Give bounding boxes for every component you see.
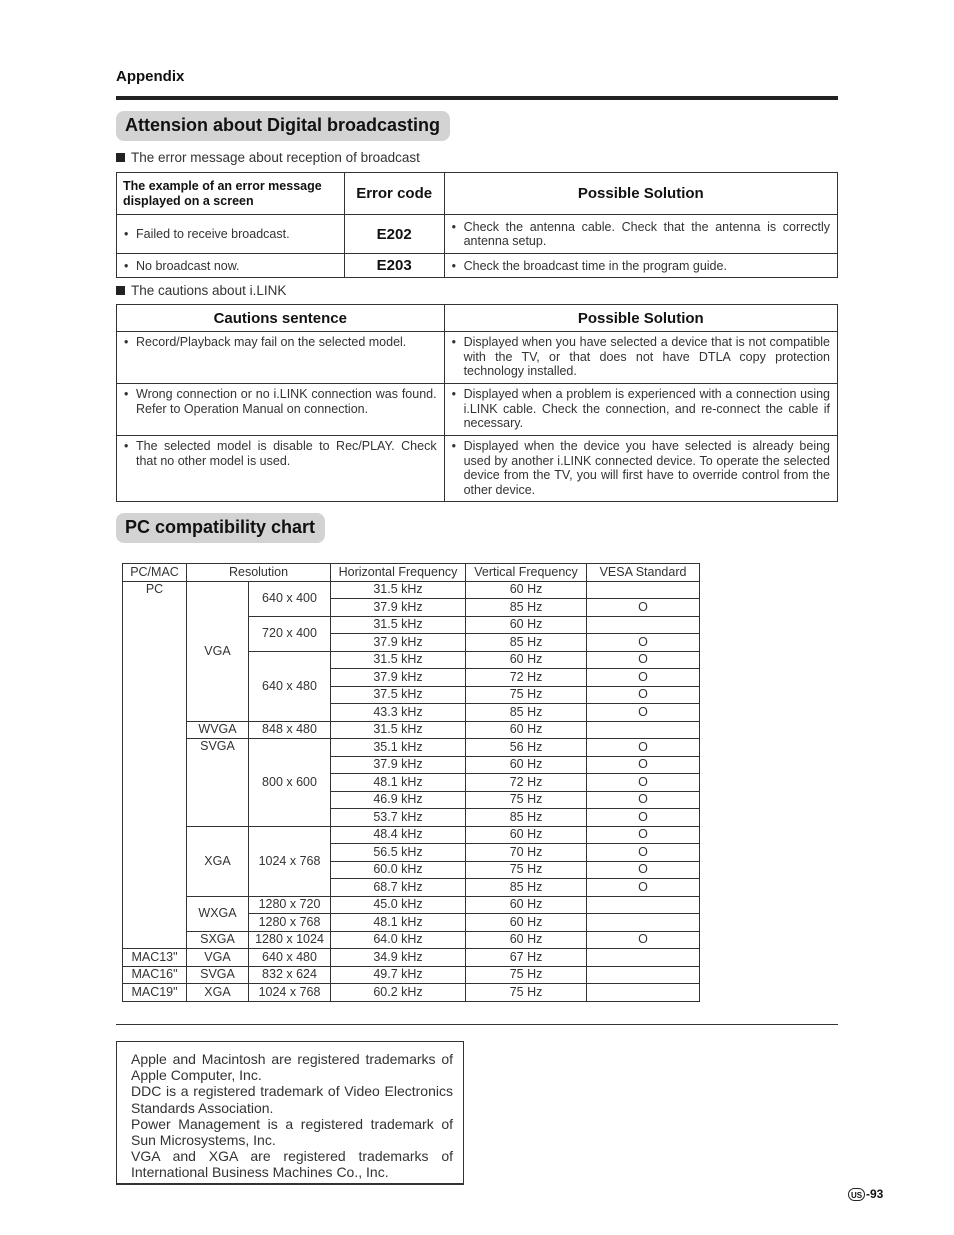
h-freq-cell: 37.9 kHz (331, 756, 466, 774)
table-row (123, 966, 700, 984)
h-freq-cell: 60.0 kHz (331, 861, 466, 879)
column-header: Horizontal Frequency (331, 564, 466, 582)
vesa-cell: O (587, 826, 700, 844)
group-cell: MAC16" (123, 966, 187, 984)
v-freq-cell: 85 Hz (466, 599, 587, 617)
resolution-cell: 720 x 400 (249, 616, 331, 651)
table-row (123, 826, 700, 844)
v-freq-cell: 72 Hz (466, 774, 587, 792)
column-header: Possible Solution (444, 305, 837, 332)
vesa-cell (587, 949, 700, 967)
group-cell: MAC13" (123, 949, 187, 967)
error-code-cell: E202 (344, 215, 444, 254)
v-freq-cell: 85 Hz (466, 879, 587, 897)
vesa-cell (587, 966, 700, 984)
vesa-cell: O (587, 686, 700, 704)
vesa-cell (587, 984, 700, 1002)
resolution-cell: 832 x 624 (249, 966, 331, 984)
error-message-cell: • Failed to receive broadcast. (117, 215, 345, 254)
solution-cell: • Check the antenna cable. Check that the antenna is correctly antenna setup. (444, 215, 837, 254)
v-freq-cell: 75 Hz (466, 861, 587, 879)
solution-cell: • Displayed when a problem is experienced with a connection using i.LINK cable. Check the connection, and re-connect the cable if necessary. (444, 384, 837, 436)
group-cell: VGA (187, 581, 249, 721)
group-cell: XGA (187, 826, 249, 896)
table-row (117, 254, 838, 278)
v-freq-cell: 72 Hz (466, 669, 587, 687)
h-freq-cell: 37.5 kHz (331, 686, 466, 704)
vesa-cell: O (587, 879, 700, 897)
v-freq-cell: 60 Hz (466, 581, 587, 599)
error-caption-text: The error message about reception of broadcast (131, 150, 420, 165)
table-row (123, 984, 700, 1002)
section-heading: Appendix (116, 68, 185, 85)
ilink-cautions-table (116, 304, 838, 502)
table-header-row (117, 173, 838, 215)
resolution-cell: 640 x 480 (249, 651, 331, 721)
pc-compatibility-table (122, 563, 700, 1002)
table-header-row (117, 305, 838, 332)
v-freq-cell: 85 Hz (466, 704, 587, 722)
vesa-cell: O (587, 791, 700, 809)
error-message-cell: • No broadcast now. (117, 254, 345, 278)
v-freq-cell: 60 Hz (466, 721, 587, 739)
table-row (123, 721, 700, 739)
column-header: VESA Standard (587, 564, 700, 582)
resolution-cell: 1280 x 1024 (249, 931, 331, 949)
v-freq-cell: 75 Hz (466, 984, 587, 1002)
trademark-text: DDC is a registered trademark of Video Electronics Standards Association. (131, 1083, 453, 1116)
h-freq-cell: 56.5 kHz (331, 844, 466, 862)
column-header: Cautions sentence (117, 305, 445, 332)
vesa-cell: O (587, 651, 700, 669)
vesa-cell (587, 896, 700, 914)
vesa-cell (587, 616, 700, 634)
h-freq-cell: 37.9 kHz (331, 669, 466, 687)
square-bullet-icon (116, 153, 125, 162)
h-freq-cell: 64.0 kHz (331, 931, 466, 949)
h-freq-cell: 53.7 kHz (331, 809, 466, 827)
trademark-text: Apple and Macintosh are registered trademarks of Apple Computer, Inc. (131, 1051, 453, 1084)
h-freq-cell: 35.1 kHz (331, 739, 466, 757)
v-freq-cell: 75 Hz (466, 966, 587, 984)
vesa-cell (587, 721, 700, 739)
group-cell: WVGA (187, 721, 249, 739)
group-cell: SXGA (187, 931, 249, 949)
v-freq-cell: 60 Hz (466, 896, 587, 914)
column-header: Error code (344, 173, 444, 215)
v-freq-cell: 60 Hz (466, 914, 587, 932)
error-caption (116, 150, 420, 165)
table-row (123, 931, 700, 949)
table-header-row (123, 564, 700, 582)
resolution-cell: 800 x 600 (249, 739, 331, 827)
table-row (123, 949, 700, 967)
v-freq-cell: 85 Hz (466, 809, 587, 827)
resolution-cell: 1280 x 720 (249, 896, 331, 914)
table-row (123, 581, 700, 599)
v-freq-cell: 75 Hz (466, 791, 587, 809)
h-freq-cell: 48.4 kHz (331, 826, 466, 844)
group-cell: SVGA (187, 966, 249, 984)
table-row (123, 896, 700, 914)
trademark-notice (116, 1041, 464, 1185)
error-message-table (116, 172, 838, 278)
column-header: Resolution (187, 564, 331, 582)
h-freq-cell: 37.9 kHz (331, 599, 466, 617)
group-cell: PC (123, 581, 187, 949)
h-freq-cell: 37.9 kHz (331, 634, 466, 652)
column-header: The example of an error message displayed on a screen (117, 173, 345, 215)
table-row (117, 384, 838, 436)
table-row (123, 739, 700, 757)
pc-compatibility-title: PC compatibility chart (116, 513, 325, 543)
h-freq-cell: 68.7 kHz (331, 879, 466, 897)
h-freq-cell: 48.1 kHz (331, 914, 466, 932)
h-freq-cell: 43.3 kHz (331, 704, 466, 722)
h-freq-cell: 60.2 kHz (331, 984, 466, 1002)
h-freq-cell: 45.0 kHz (331, 896, 466, 914)
h-freq-cell: 31.5 kHz (331, 651, 466, 669)
v-freq-cell: 67 Hz (466, 949, 587, 967)
resolution-cell: 640 x 400 (249, 581, 331, 616)
table-row (117, 332, 838, 384)
resolution-cell: 848 x 480 (249, 721, 331, 739)
v-freq-cell: 60 Hz (466, 931, 587, 949)
caution-cell: • The selected model is disable to Rec/PLAY. Check that no other model is used. (117, 436, 445, 502)
h-freq-cell: 31.5 kHz (331, 581, 466, 599)
top-rule (116, 96, 838, 100)
h-freq-cell: 49.7 kHz (331, 966, 466, 984)
ilink-caption-text: The cautions about i.LINK (131, 283, 287, 298)
vesa-cell: O (587, 669, 700, 687)
ilink-caption (116, 283, 286, 298)
h-freq-cell: 48.1 kHz (331, 774, 466, 792)
table-row (117, 436, 838, 502)
table-row (117, 215, 838, 254)
vesa-cell: O (587, 599, 700, 617)
caution-cell: • Record/Playback may fail on the selected model. (117, 332, 445, 384)
vesa-cell: O (587, 756, 700, 774)
group-cell: XGA (187, 984, 249, 1002)
page-number (848, 1187, 883, 1201)
region-badge-icon: US (848, 1188, 865, 1201)
v-freq-cell: 60 Hz (466, 756, 587, 774)
h-freq-cell: 31.5 kHz (331, 616, 466, 634)
group-cell: SVGA (187, 739, 249, 827)
trademark-text: Power Management is a registered trademark of Sun Microsystems, Inc. (131, 1115, 453, 1149)
v-freq-cell: 70 Hz (466, 844, 587, 862)
digital-broadcasting-title: Attension about Digital broadcasting (116, 111, 450, 141)
vesa-cell: O (587, 809, 700, 827)
group-cell: MAC19" (123, 984, 187, 1002)
solution-cell: • Displayed when you have selected a device that is not compatible with the TV, or that does not have DTLA copy protection technology installed. (444, 332, 837, 384)
h-freq-cell: 46.9 kHz (331, 791, 466, 809)
vesa-cell: O (587, 931, 700, 949)
resolution-cell: 1024 x 768 (249, 984, 331, 1002)
square-bullet-icon (116, 286, 125, 295)
vesa-cell: O (587, 774, 700, 792)
v-freq-cell: 85 Hz (466, 634, 587, 652)
trademark-text: VGA and XGA are registered trademarks of International Business Machines Co., Inc. (131, 1148, 453, 1181)
bottom-rule (116, 1024, 838, 1025)
vesa-cell (587, 914, 700, 932)
v-freq-cell: 60 Hz (466, 616, 587, 634)
vesa-cell: O (587, 634, 700, 652)
resolution-cell: 640 x 480 (249, 949, 331, 967)
h-freq-cell: 31.5 kHz (331, 721, 466, 739)
vesa-cell (587, 581, 700, 599)
v-freq-cell: 60 Hz (466, 826, 587, 844)
v-freq-cell: 75 Hz (466, 686, 587, 704)
error-code-cell: E203 (344, 254, 444, 278)
h-freq-cell: 34.9 kHz (331, 949, 466, 967)
column-header: PC/MAC (123, 564, 187, 582)
group-cell: VGA (187, 949, 249, 967)
solution-cell: • Check the broadcast time in the program guide. (444, 254, 837, 278)
page-number-text: -93 (866, 1187, 884, 1201)
resolution-cell: 1024 x 768 (249, 826, 331, 896)
column-header: Vertical Frequency (466, 564, 587, 582)
caution-cell: • Wrong connection or no i.LINK connection was found. Refer to Operation Manual on connection. (117, 384, 445, 436)
v-freq-cell: 56 Hz (466, 739, 587, 757)
vesa-cell: O (587, 739, 700, 757)
group-cell: WXGA (187, 896, 249, 931)
vesa-cell: O (587, 844, 700, 862)
resolution-cell: 1280 x 768 (249, 914, 331, 932)
column-header: Possible Solution (444, 173, 837, 215)
vesa-cell: O (587, 704, 700, 722)
v-freq-cell: 60 Hz (466, 651, 587, 669)
vesa-cell: O (587, 861, 700, 879)
solution-cell: • Displayed when the device you have selected is already being used by another i.LINK connected device. To operate the selected device from the TV, you will first have to override control from the other device. (444, 436, 837, 502)
